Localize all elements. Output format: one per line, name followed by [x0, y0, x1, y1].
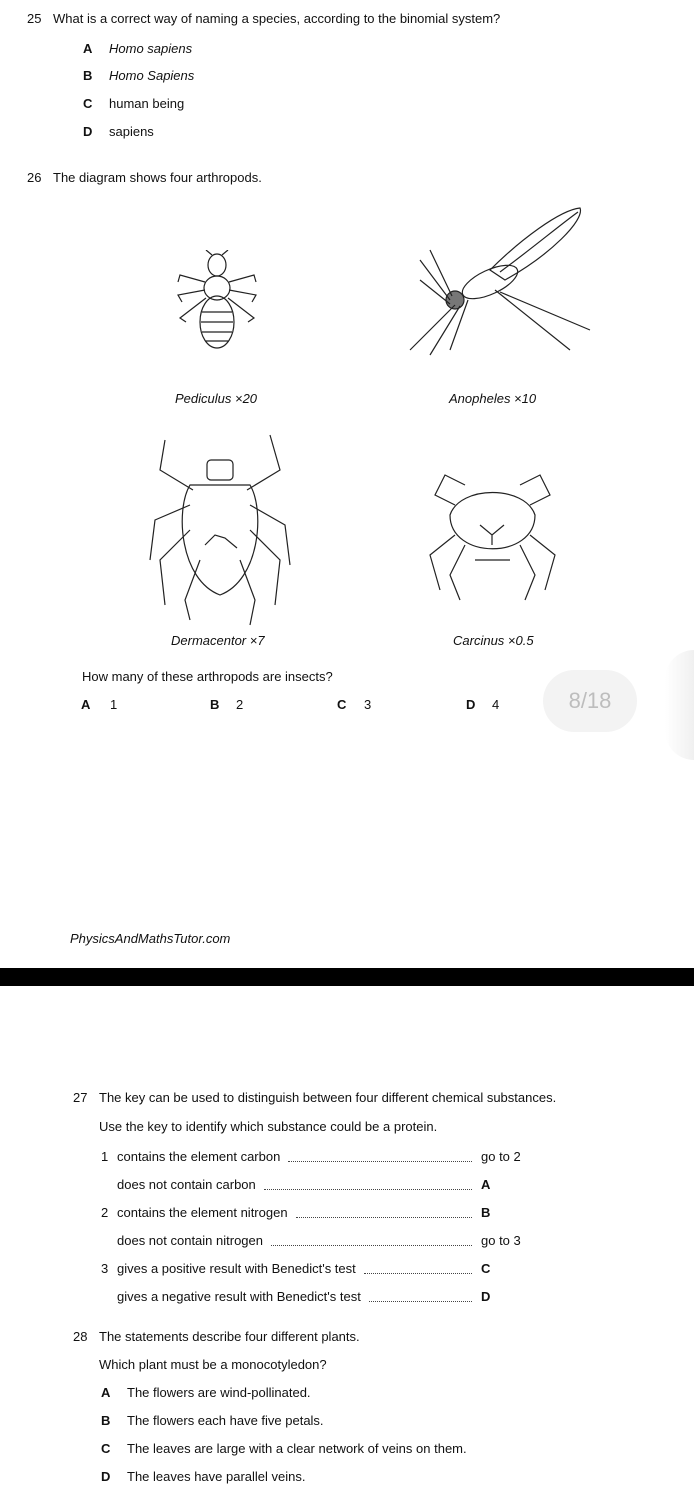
key-result: B	[481, 1205, 491, 1220]
key-statement: does not contain carbon	[117, 1177, 256, 1192]
key-step-number: 2	[101, 1205, 109, 1220]
q26-option-b-letter: B	[210, 697, 220, 712]
q28-option-b-letter: B	[101, 1413, 111, 1428]
page-divider	[0, 968, 694, 986]
pediculus-label: Pediculus ×20	[175, 391, 258, 406]
q26-question: How many of these arthropods are insects?	[82, 669, 333, 684]
q25-option-d: sapiens	[109, 124, 154, 139]
anopheles-label: Anopheles ×10	[449, 391, 537, 406]
q28-number: 28	[73, 1329, 88, 1344]
key-statement: contains the element carbon	[117, 1149, 281, 1164]
q28-option-a: The flowers are wind-pollinated.	[127, 1385, 311, 1400]
footer-watermark: PhysicsAndMathsTutor.com	[70, 931, 231, 946]
dermacentor-illustration	[145, 430, 295, 630]
key-result: A	[481, 1177, 491, 1192]
q25-option-c: human being	[109, 96, 185, 111]
q25-option-d-letter: D	[83, 124, 93, 139]
anopheles-illustration	[390, 200, 600, 360]
key-result: go to 3	[481, 1233, 521, 1248]
q28-question: Which plant must be a monocotyledon?	[99, 1357, 327, 1372]
key-result: C	[481, 1261, 491, 1276]
key-result: D	[481, 1289, 491, 1304]
q25-option-b: Homo Sapiens	[109, 68, 195, 83]
q26-option-d-letter: D	[466, 697, 476, 712]
key-statement: gives a positive result with Benedict's test	[117, 1261, 356, 1276]
key-statement: contains the element nitrogen	[117, 1205, 288, 1220]
q27-number: 27	[73, 1090, 88, 1105]
key-step-number: 3	[101, 1261, 109, 1276]
q26-option-d: 4	[492, 697, 500, 712]
key-leader-dots	[296, 1217, 472, 1218]
q27-instruction: Use the key to identify which substance could be a protein.	[99, 1119, 438, 1134]
key-step-number: 1	[101, 1149, 109, 1164]
key-statement: gives a negative result with Benedict's test	[117, 1289, 361, 1304]
q25-number: 25	[27, 11, 42, 26]
q28-option-b: The flowers each have five petals.	[127, 1413, 324, 1428]
key-leader-dots	[364, 1273, 472, 1274]
q28-option-c: The leaves are large with a clear network of veins on them.	[127, 1441, 467, 1456]
q26-option-c: 3	[364, 697, 372, 712]
q26-text: The diagram shows four arthropods.	[53, 170, 262, 185]
dermacentor-label: Dermacentor ×7	[171, 633, 265, 648]
q26-number: 26	[27, 170, 42, 185]
q28-option-c-letter: C	[101, 1441, 111, 1456]
q28-option-a-letter: A	[101, 1385, 111, 1400]
key-statement: does not contain nitrogen	[117, 1233, 263, 1248]
key-leader-dots	[271, 1245, 472, 1246]
q26-option-a-letter: A	[81, 697, 91, 712]
q26-option-b: 2	[236, 697, 244, 712]
key-leader-dots	[369, 1301, 472, 1302]
pediculus-illustration	[170, 250, 265, 350]
q27-text: The key can be used to distinguish between four different chemical substances.	[99, 1090, 557, 1105]
q25-text: What is a correct way of naming a species, according to the binomial system?	[53, 11, 501, 26]
q28-option-d-letter: D	[101, 1469, 111, 1484]
page-indicator: 8/18	[543, 670, 637, 732]
q28-text: The statements describe four different plants.	[99, 1329, 360, 1344]
key-result: go to 2	[481, 1149, 521, 1164]
q25-option-a-letter: A	[83, 41, 93, 56]
carcinus-label: Carcinus ×0.5	[453, 633, 534, 648]
key-leader-dots	[264, 1189, 472, 1190]
q25-option-b-letter: B	[83, 68, 93, 83]
key-leader-dots	[288, 1161, 472, 1162]
q25-option-a: Homo sapiens	[109, 41, 193, 56]
q25-option-c-letter: C	[83, 96, 93, 111]
q28-option-d: The leaves have parallel veins.	[127, 1469, 306, 1484]
carcinus-illustration	[420, 465, 565, 610]
q26-option-c-letter: C	[337, 697, 347, 712]
scroll-edge-shadow[interactable]	[665, 650, 694, 760]
q26-option-a: 1	[110, 697, 118, 712]
